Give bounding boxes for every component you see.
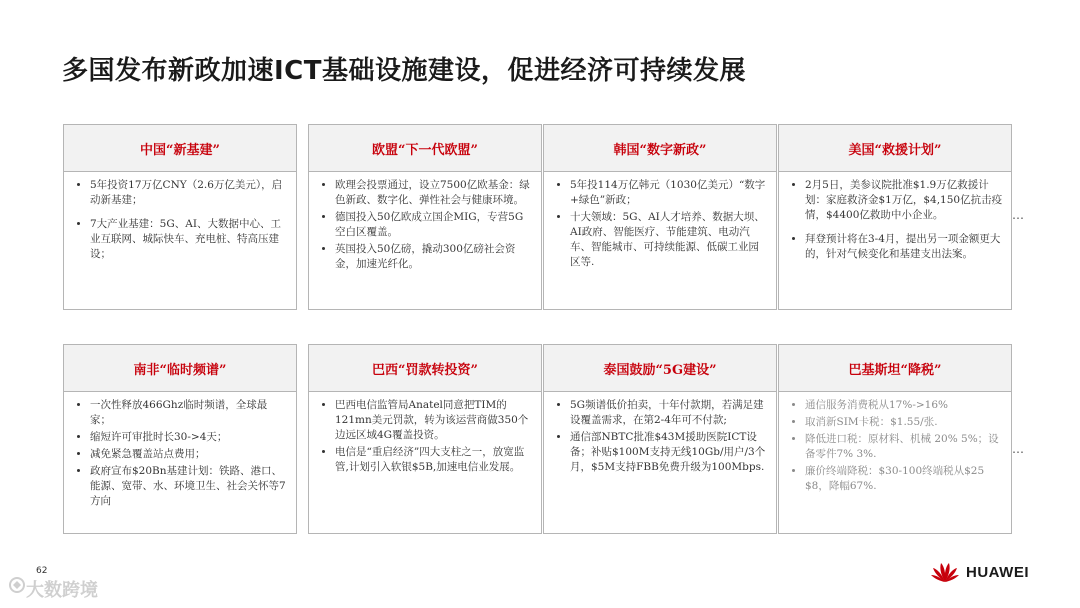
logo-text: HUAWEI [966,563,1029,581]
card-heading: 中国“新基建” [64,125,296,172]
card-bullet: • 巴西电信监管局Anatel同意把TIM的121mn美元罚款，转为该运营商做350个边远区域4G覆盖投资。 [335,398,533,443]
card-bullet: • 欧理会投票通过，设立7500亿欧基金：绿色新政、数字化、弹性社会与健康环境。 [335,178,533,208]
card-bullet: • 减免紧急覆盖站点费用； [90,447,288,462]
card-bullet: • 廉价终端降税：$30-100终端税从$25 $8，降幅67%. [805,464,1003,494]
policy-card-china [63,124,297,310]
more-ellipsis: … [1012,208,1025,222]
card-heading: 巴基斯坦“降税” [779,345,1011,392]
watermark-text: 大数跨境 [26,580,98,601]
card-bullet: • 取消新SIM卡税：$1.55/张. [805,415,1003,430]
card-bullet: • 通信部NBTC批准$43M援助医院ICT设备；补贴$100M支持无线10Gb/用户/3个月，$5M支持FBB免费升级为100Mbps. [570,430,768,475]
card-bullet: • 缩短许可审批时长30->4天； [90,430,288,445]
card-heading: 美国“救援计划” [779,125,1011,172]
card-bullet: • 拜登预计将在3-4月，提出另一项金额更大的，针对气候变化和基建支出法案。 [805,232,1003,262]
card-bullet: • 7大产业基建：5G、AI、大数据中心、工业互联网、城际快车、充电桩、特高压建设； [90,217,288,262]
policy-card-pakistan [778,344,1012,534]
policy-card-usa [778,124,1012,310]
card-bullet: • 一次性释放466Ghz临时频谱，全球最家； [90,398,288,428]
card-bullet: • 5年投资17万亿CNY（2.6万亿美元），启动新基建； [90,178,288,208]
card-bullet: • 通信服务消费税从17%->16% [805,398,1003,413]
policy-card-south-africa [63,344,297,534]
more-ellipsis: … [1012,442,1025,456]
card-heading: 巴西“罚款转投资” [309,345,541,392]
card-bullet: • 英国投入50亿磅，撬动300亿磅社会资金，加速光纤化。 [335,242,533,272]
card-heading: 欧盟“下一代欧盟” [309,125,541,172]
card-heading: 南非“临时频谱” [64,345,296,392]
card-bullet: • 十大领域：5G、AI人才培养、数据大坝、AI政府、智能医疗、节能建筑、电动汽车、智能城市、可持续能源、低碳工业园区等. [570,210,768,270]
page-number: 62 [36,566,48,576]
card-bullet: • 5年投114万亿韩元（1030亿美元）“数字+绿色”新政； [570,178,768,208]
watermark-icon [8,576,26,594]
card-heading: 泰国鼓励“5G建设” [544,345,776,392]
huawei-logo [930,560,1029,584]
card-heading: 韩国“数字新政” [544,125,776,172]
card-bullet: • 5G频谱低价拍卖，十年付款期，若满足建设覆盖需求，在第2-4年可不付款; [570,398,768,428]
policy-card-brazil [308,344,542,534]
page-title: 多国发布新政加速ICT基础设施建设，促进经济可持续发展 [62,56,746,86]
huawei-flower-icon [930,560,960,584]
card-bullet: • 降低进口税：原材料、机械 20% 5%；设备零件7% 3%. [805,432,1003,462]
card-bullet: • 德国投入50亿欧成立国企MIG，专营5G空白区覆盖。 [335,210,533,240]
policy-card-thailand [543,344,777,534]
card-bullet: • 2月5日，美参议院批准$1.9万亿救援计划：家庭救济金$1万亿，$4,150亿抗击疫情，$4400亿救助中小企业。 [805,178,1003,223]
policy-card-eu [308,124,542,310]
card-bullet: • 电信是“重启经济”四大支柱之一，放宽监管,计划引入软银$5B,加速电信业发展。 [335,445,533,475]
card-bullet: • 政府宣布$20Bn基建计划：铁路、港口、能源、宽带、水、环境卫生、社会关怀等7方向 [90,464,288,509]
policy-card-korea [543,124,777,310]
